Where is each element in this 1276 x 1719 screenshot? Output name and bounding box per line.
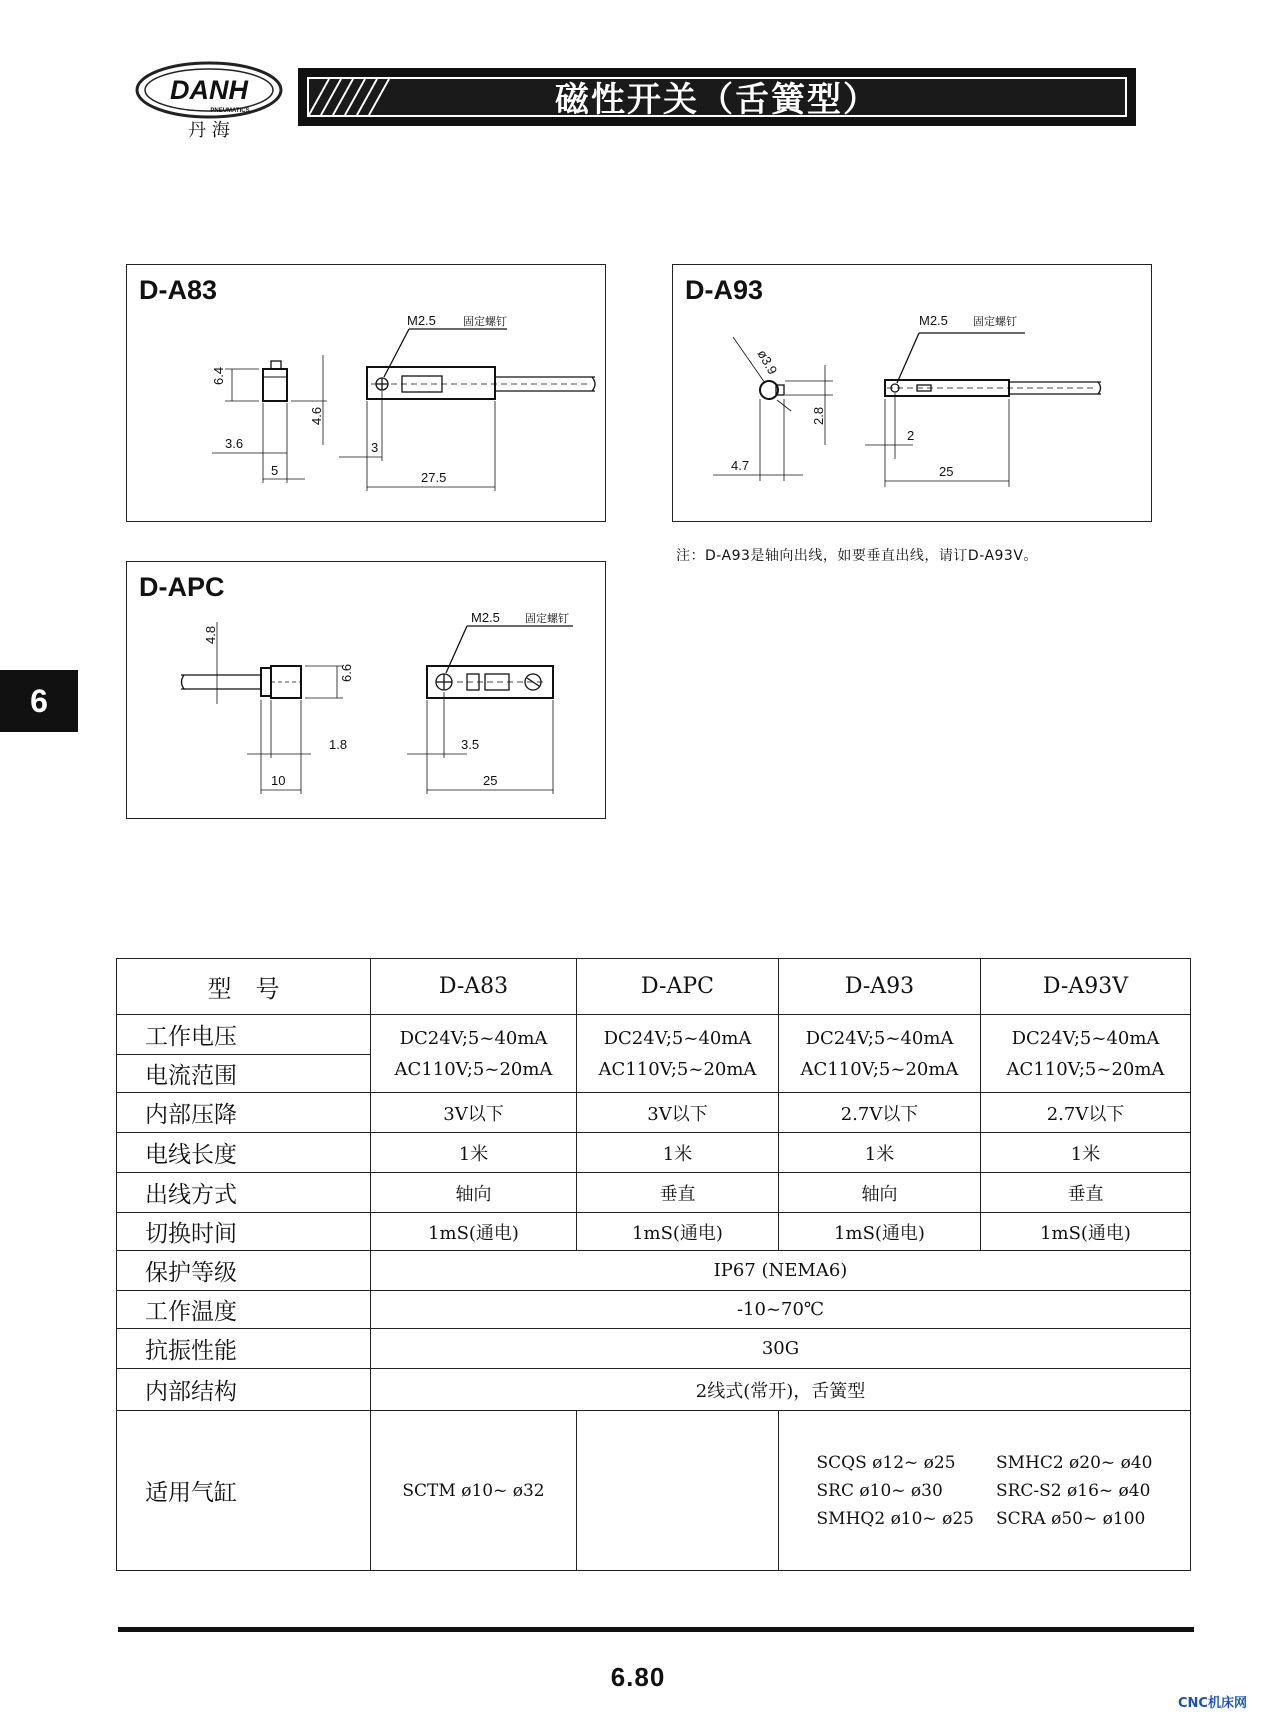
table-cell: 1mS(通电) (577, 1213, 779, 1251)
page-number: 6.80 (610, 1662, 666, 1692)
logo-subtext: PNEUMATICS (210, 108, 250, 114)
cylinder-item: SRC ø10~ ø30 (816, 1480, 943, 1501)
row-label: 工作温度 (117, 1291, 371, 1329)
d-a83-drawing (127, 265, 607, 523)
dim-label: 25 (483, 773, 498, 788)
table-header-cell: 型 号 (117, 959, 371, 1015)
table-cell: 1mS(通电) (981, 1213, 1191, 1251)
screw-label: M2.5 (919, 313, 948, 328)
dim-label: 5 (271, 463, 279, 478)
screw-note: 固定螺钉 (973, 315, 1017, 328)
row-label: 电线长度 (117, 1133, 371, 1173)
table-cell: 轴向 (371, 1173, 577, 1213)
table-row (117, 1015, 1191, 1055)
dim-label: 25 (939, 464, 954, 479)
watermark: CNC机床网 (1178, 1696, 1247, 1711)
spec-table (116, 958, 1191, 1571)
row-label: 内部结构 (117, 1369, 371, 1411)
dim-label: 27.5 (421, 470, 447, 485)
cylinder-list (779, 1453, 1190, 1529)
table-cell: 2线式(常开)，舌簧型 (371, 1369, 1191, 1411)
logo-text: DANH (170, 75, 248, 105)
dim-label: 3 (371, 440, 379, 455)
cylinder-a93-group (779, 1411, 1191, 1571)
table-row (117, 1369, 1191, 1411)
logo-chinese: 丹 海 (188, 120, 230, 141)
header-inner (307, 77, 1127, 117)
table-header-cell: D-A93V (981, 959, 1191, 1015)
cylinder-item: SCQS ø12~ ø25 (816, 1452, 956, 1473)
table-header-cell: D-A93 (779, 959, 981, 1015)
dim-label: 1.8 (329, 737, 348, 752)
table-cell (371, 1015, 577, 1093)
table-cell: 3V以下 (371, 1093, 577, 1133)
table-cell (779, 1015, 981, 1093)
table-cell: 垂直 (981, 1173, 1191, 1213)
table-cell: 30G (371, 1329, 1191, 1369)
dim-label: 3.6 (225, 436, 244, 451)
d-a93-drawing (673, 265, 1153, 523)
dim-label: 4.6 (309, 406, 324, 425)
table-cell: 1米 (779, 1133, 981, 1173)
voltage-dc: DC24V;5~40mA (1011, 1027, 1160, 1049)
header-bar (298, 68, 1136, 126)
cylinder-apc (577, 1411, 779, 1571)
row-label: 切换时间 (117, 1213, 371, 1251)
table-cell: 1mS(通电) (779, 1213, 981, 1251)
table-row (117, 1213, 1191, 1251)
table-cell: 垂直 (577, 1173, 779, 1213)
cylinder-item: SMHQ2 ø10~ ø25 (816, 1508, 974, 1529)
cylinder-item: SRC-S2 ø16~ ø40 (995, 1480, 1151, 1501)
table-row (117, 1291, 1191, 1329)
diagram-title: D-APC (139, 572, 225, 602)
table-cell: 1米 (577, 1133, 779, 1173)
table-cell: 1米 (371, 1133, 577, 1173)
table-row (117, 1173, 1191, 1213)
voltage-ac: AC110V;5~20mA (598, 1058, 757, 1080)
voltage-ac: AC110V;5~20mA (394, 1058, 553, 1080)
logo (134, 60, 284, 142)
table-cell (577, 1015, 779, 1093)
voltage-ac: AC110V;5~20mA (800, 1058, 959, 1080)
table-row (117, 1133, 1191, 1173)
dim-label: 2 (907, 428, 915, 443)
table-cell: 2.7V以下 (779, 1093, 981, 1133)
note-text: 注：D-A93是轴向出线，如要垂直出线，请订D-A93V。 (676, 548, 1038, 564)
row-label: 电流范围 (117, 1055, 371, 1093)
table-cell: 1mS(通电) (371, 1213, 577, 1251)
dim-label: 2.8 (811, 406, 826, 425)
diagram-title: D-A83 (139, 275, 218, 305)
table-row (117, 1329, 1191, 1369)
screw-note: 固定螺钉 (525, 612, 569, 625)
chapter-tab: 6 (0, 670, 78, 732)
table-cell: 1米 (981, 1133, 1191, 1173)
diagram-d-a93 (672, 264, 1152, 522)
dim-label: 10 (271, 773, 286, 788)
page-title: 磁性开关（舌簧型） (555, 80, 879, 117)
dim-label: 6.4 (211, 366, 226, 385)
table-cell: 3V以下 (577, 1093, 779, 1133)
screw-label: M2.5 (471, 610, 500, 625)
voltage-ac: AC110V;5~20mA (1006, 1058, 1165, 1080)
table-cell: -10~70℃ (371, 1291, 1191, 1329)
table-header-cell: D-APC (577, 959, 779, 1015)
diagram-d-a83 (126, 264, 606, 522)
screw-label: M2.5 (407, 313, 436, 328)
row-label: 抗振性能 (117, 1329, 371, 1369)
footer-divider (118, 1627, 1194, 1632)
row-label: 保护等级 (117, 1251, 371, 1291)
voltage-dc: DC24V;5~40mA (805, 1027, 954, 1049)
voltage-dc: DC24V;5~40mA (399, 1027, 548, 1049)
row-label: 适用气缸 (117, 1411, 371, 1571)
row-label: 出线方式 (117, 1173, 371, 1213)
dim-label: 4.8 (203, 625, 218, 644)
table-cell: 2.7V以下 (981, 1093, 1191, 1133)
table-header-cell: D-A83 (371, 959, 577, 1015)
cylinder-item: SCRA ø50~ ø100 (995, 1508, 1146, 1529)
table-row (117, 1093, 1191, 1133)
dim-label: 6.6 (339, 663, 354, 682)
dim-label: 3.5 (461, 737, 480, 752)
cylinder-a83: SCTM ø10~ ø32 (371, 1411, 577, 1571)
diagram-d-apc (126, 561, 606, 819)
dim-label: 4.7 (731, 458, 750, 473)
diagram-title: D-A93 (685, 275, 764, 305)
table-cell: IP67 (NEMA6) (371, 1251, 1191, 1291)
row-label: 内部压降 (117, 1093, 371, 1133)
row-label: 工作电压 (117, 1015, 371, 1055)
table-header-row (117, 959, 1191, 1015)
table-row (117, 1251, 1191, 1291)
table-cell: 轴向 (779, 1173, 981, 1213)
screw-note: 固定螺钉 (463, 315, 507, 328)
d-apc-drawing (127, 562, 607, 820)
cylinder-item: SMHC2 ø20~ ø40 (995, 1452, 1153, 1473)
dim-label: ø3.9 (754, 347, 781, 378)
table-cell (981, 1015, 1191, 1093)
voltage-dc: DC24V;5~40mA (603, 1027, 752, 1049)
table-row (117, 1411, 1191, 1571)
danh-logo-icon (134, 60, 284, 142)
